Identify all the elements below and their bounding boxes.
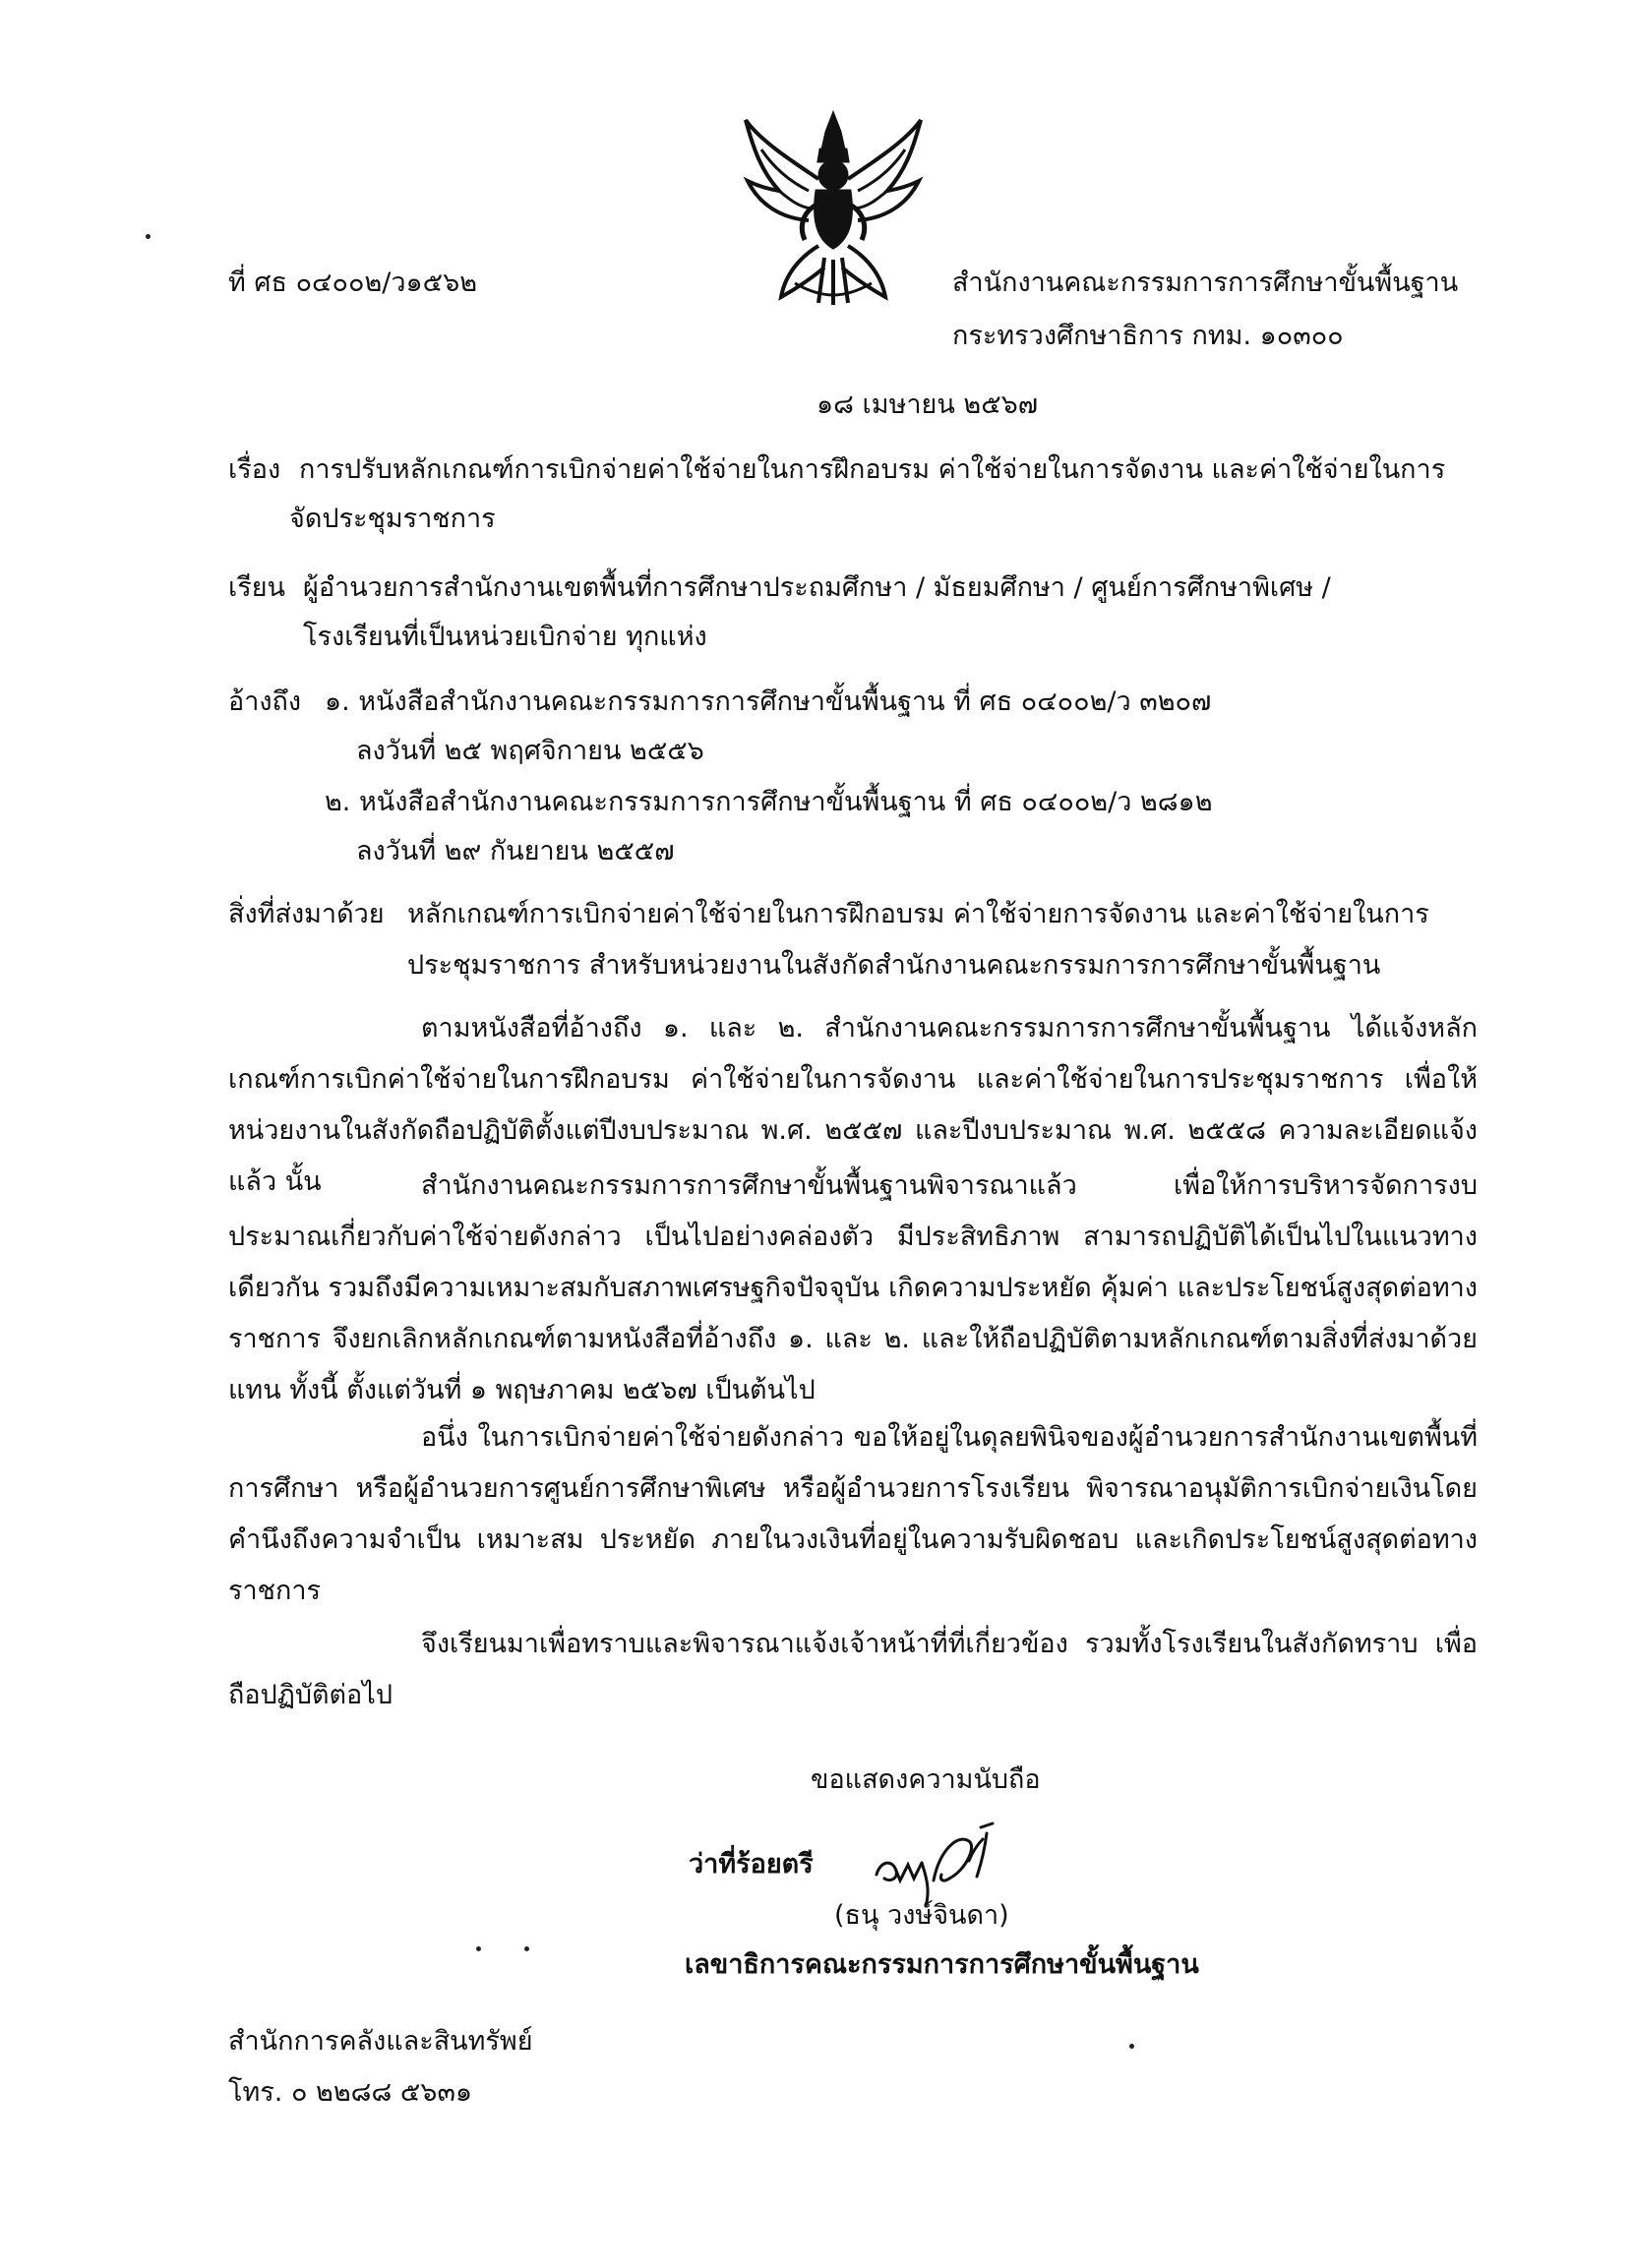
reference-label: อ้างถึง: [228, 686, 302, 717]
document-date: ๑๘ เมษายน ๒๕๖๗: [816, 389, 1039, 420]
body-paragraph-2: สำนักงานคณะกรรมการการศึกษาขั้นพื้นฐานพิจารณาแล้ว เพื่อให้การบริหารจัดการงบประมาณเกี่ยวกับค่าใช้จ่ายดังกล่าว เป็นไปอย่างคล่องตัว มีประสิทธิภาพ สามารถปฏิบัติได้เป็นไปในแนวทางเดียวกัน รวมถึงมีความเหมาะสมกับสภาพเศรษฐกิจปัจจุบัน เกิดความประหยัด คุ้มค่า และประโยชน์สูงสุดต่อทางราชการ จึงยกเลิกหลักเกณฑ์ตามหนังสือที่อ้างถึง ๑. และ ๒. และให้ถือปฏิบัติตามหลักเกณฑ์ตามสิ่งที่ส่งมาด้วยแทน ทั้งนี้ ตั้งแต่วันที่ ๑ พฤษภาคม ๒๕๖๗ เป็นต้นไป: [228, 1170, 1478, 1405]
enclosure-label: สิ่งที่ส่งมาด้วย: [228, 899, 385, 929]
scan-speck: [146, 234, 151, 239]
contact-phone: โทร. ๐ ๒๒๘๘ ๕๖๓๑: [228, 2077, 473, 2108]
scan-speck: [1129, 2044, 1134, 2049]
agency-name: สำนักงานคณะกรรมการการศึกษาขั้นพื้นฐาน: [952, 268, 1459, 298]
reference-item-1-date: ลงวันที่ ๒๕ พฤศจิกายน ๒๕๕๖: [356, 736, 704, 766]
body-paragraph-1: ตามหนังสือที่อ้างถึง ๑. และ ๒. สำนักงานคณะกรรมการการศึกษาขั้นพื้นฐาน ได้แจ้งหลักเกณฑ์การเบิกค่าใช้จ่ายในการฝึกอบรม ค่าใช้จ่ายในการจัดงาน และค่าใช้จ่ายในการประชุมราชการ เพื่อให้หน่วยงานในสังกัดถือปฏิบัติตั้งแต่ปีงบประมาณ พ.ศ. ๒๕๕๗ และปีงบประมาณ พ.ศ. ๒๕๕๘ ความละเอียดแจ้งแล้ว นั้น: [228, 1013, 1478, 1197]
recipient-line-1: ผู้อำนวยการสำนักงานเขตพื้นที่การศึกษาประถมศึกษา / มัธยมศึกษา / ศูนย์การศึกษาพิเศษ /: [303, 572, 1331, 603]
issuing-office: สำนักการคลังและสินทรัพย์: [228, 2026, 533, 2057]
reference-item-2: ๒. หนังสือสำนักงานคณะกรรมการการศึกษาขั้นพื้นฐาน ที่ ศธ ๐๔๐๐๒/ว ๒๘๑๒: [325, 787, 1213, 817]
closing-regards: ขอแสดงความนับถือ: [811, 1764, 1041, 1795]
scan-speck: [476, 1946, 481, 1951]
body-paragraph-4: จึงเรียนมาเพื่อทราบและพิจารณาแจ้งเจ้าหน้าที่ที่เกี่ยวข้อง รวมทั้งโรงเรียนในสังกัดทราบ เพื่อถือปฏิบัติต่อไป: [228, 1629, 1478, 1710]
recipient-label: เรียน: [228, 572, 286, 603]
enclosure-line-1: หลักเกณฑ์การเบิกจ่ายค่าใช้จ่ายในการฝึกอบรม ค่าใช้จ่ายการจัดงาน และค่าใช้จ่ายในการ: [407, 899, 1429, 929]
subject-line-2: จัดประชุมราชการ: [289, 504, 496, 534]
signer-title: เลขาธิการคณะกรรมการการศึกษาขั้นพื้นฐาน: [685, 1949, 1199, 1980]
document-number: ที่ ศธ ๐๔๐๐๒/ว๑๕๖๒: [228, 268, 478, 298]
subject-label: เรื่อง: [228, 454, 281, 485]
agency-address: กระทรวงศึกษาธิการ กทม. ๑๐๓๐๐: [952, 321, 1344, 351]
reference-item-2-date: ลงวันที่ ๒๙ กันยายน ๒๕๕๗: [356, 836, 675, 866]
subject-line-1: การปรับหลักเกณฑ์การเบิกจ่ายค่าใช้จ่ายในการฝึกอบรม ค่าใช้จ่ายในการจัดงาน และค่าใช้จ่ายในการ: [299, 454, 1446, 485]
signer-name: (ธนุ วงษ์จินดา): [834, 1900, 1009, 1931]
recipient-line-2: โรงเรียนที่เป็นหน่วยเบิกจ่าย ทุกแห่ง: [303, 622, 707, 652]
body-paragraph-3: อนึ่ง ในการเบิกจ่ายค่าใช้จ่ายดังกล่าว ขอให้อยู่ในดุลยพินิจของผู้อำนวยการสำนักงานเขตพื้นที่การศึกษา หรือผู้อำนวยการศูนย์การศึกษาพิเศษ หรือผู้อำนวยการโรงเรียน พิจารณาอนุมัติการเบิกจ่ายเงินโดยคำนึงถึงความจำเป็น เหมาะสม ประหยัด ภายในวงเงินที่อยู่ในความรับผิดชอบ และเกิดประโยชน์สูงสุดต่อทางราชการ: [228, 1422, 1478, 1606]
enclosure-line-2: ประชุมราชการ สำหรับหน่วยงานในสังกัดสำนักงานคณะกรรมการการศึกษาขั้นพื้นฐาน: [407, 950, 1381, 981]
scan-speck: [524, 1946, 529, 1951]
signer-rank: ว่าที่ร้อยตรี: [689, 1849, 814, 1880]
garuda-emblem-icon: [740, 110, 927, 307]
reference-item-1: ๑. หนังสือสำนักงานคณะกรรมการการศึกษาขั้นพื้นฐาน ที่ ศธ ๐๔๐๐๒/ว ๓๒๐๗: [325, 686, 1212, 717]
